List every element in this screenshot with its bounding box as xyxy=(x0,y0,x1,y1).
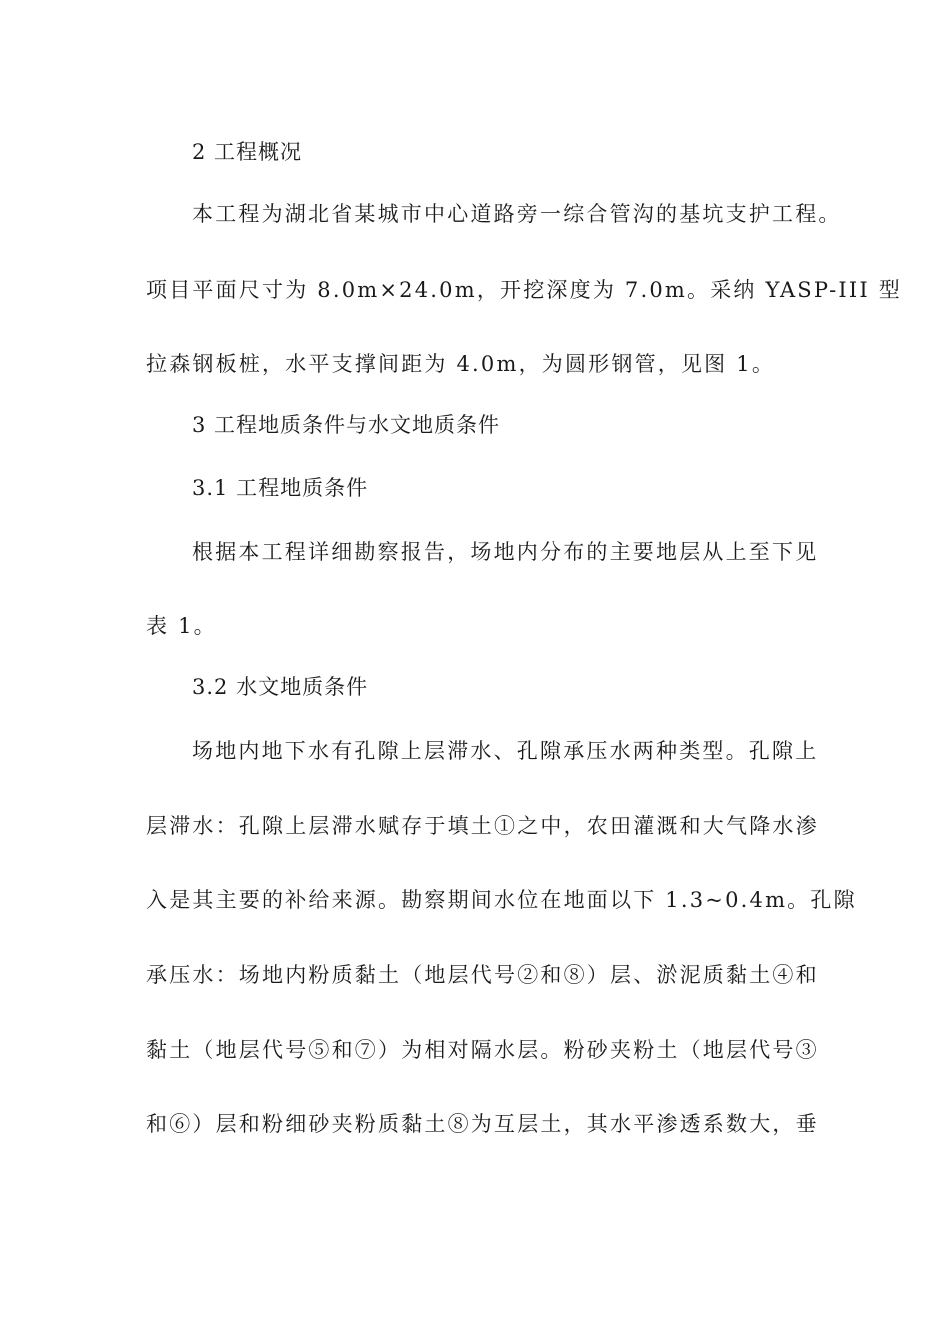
section-3-2-para-line-1: 场地内地下水有孔隙上层滞水、孔隙承压水两种类型。孔隙上 xyxy=(192,739,819,763)
section-3-1-para-line-1: 根据本工程详细勘察报告，场地内分布的主要地层从上至下见 xyxy=(192,540,819,564)
section-3-2-para-line-3: 入是其主要的补给来源。勘察期间水位在地面以下 1.3~0.4m。孔隙 xyxy=(146,888,857,912)
section-3-1-heading: 3.1 工程地质条件 xyxy=(192,476,369,500)
section-2-heading: 2 工程概况 xyxy=(192,140,303,164)
section-3-1-para-line-2: 表 1。 xyxy=(146,614,217,638)
section-3-2-para-line-4: 承压水：场地内粉质黏土（地层代号②和⑧）层、淤泥质黏土④和 xyxy=(146,963,819,987)
section-3-heading: 3 工程地质条件与水文地质条件 xyxy=(192,413,501,437)
section-3-2-para-line-2: 层滞水：孔隙上层滞水赋存于填土①之中，农田灌溉和大气降水渗 xyxy=(146,814,819,838)
section-3-2-heading: 3.2 水文地质条件 xyxy=(192,675,369,699)
section-2-para-line-2: 项目平面尺寸为 8.0m×24.0m，开挖深度为 7.0m。采纳 YASP-III 型 xyxy=(146,278,902,302)
section-2-para-line-3: 拉森钢板桩，水平支撑间距为 4.0m，为圆形钢管，见图 1。 xyxy=(146,352,776,376)
section-3-2-para-line-6: 和⑥）层和粉细砂夹粉质黏土⑧为互层土，其水平渗透系数大，垂 xyxy=(146,1112,819,1136)
section-3-2-para-line-5: 黏土（地层代号⑤和⑦）为相对隔水层。粉砂夹粉土（地层代号③ xyxy=(146,1038,819,1062)
section-2-para-line-1: 本工程为湖北省某城市中心道路旁一综合管沟的基坑支护工程。 xyxy=(192,202,842,226)
